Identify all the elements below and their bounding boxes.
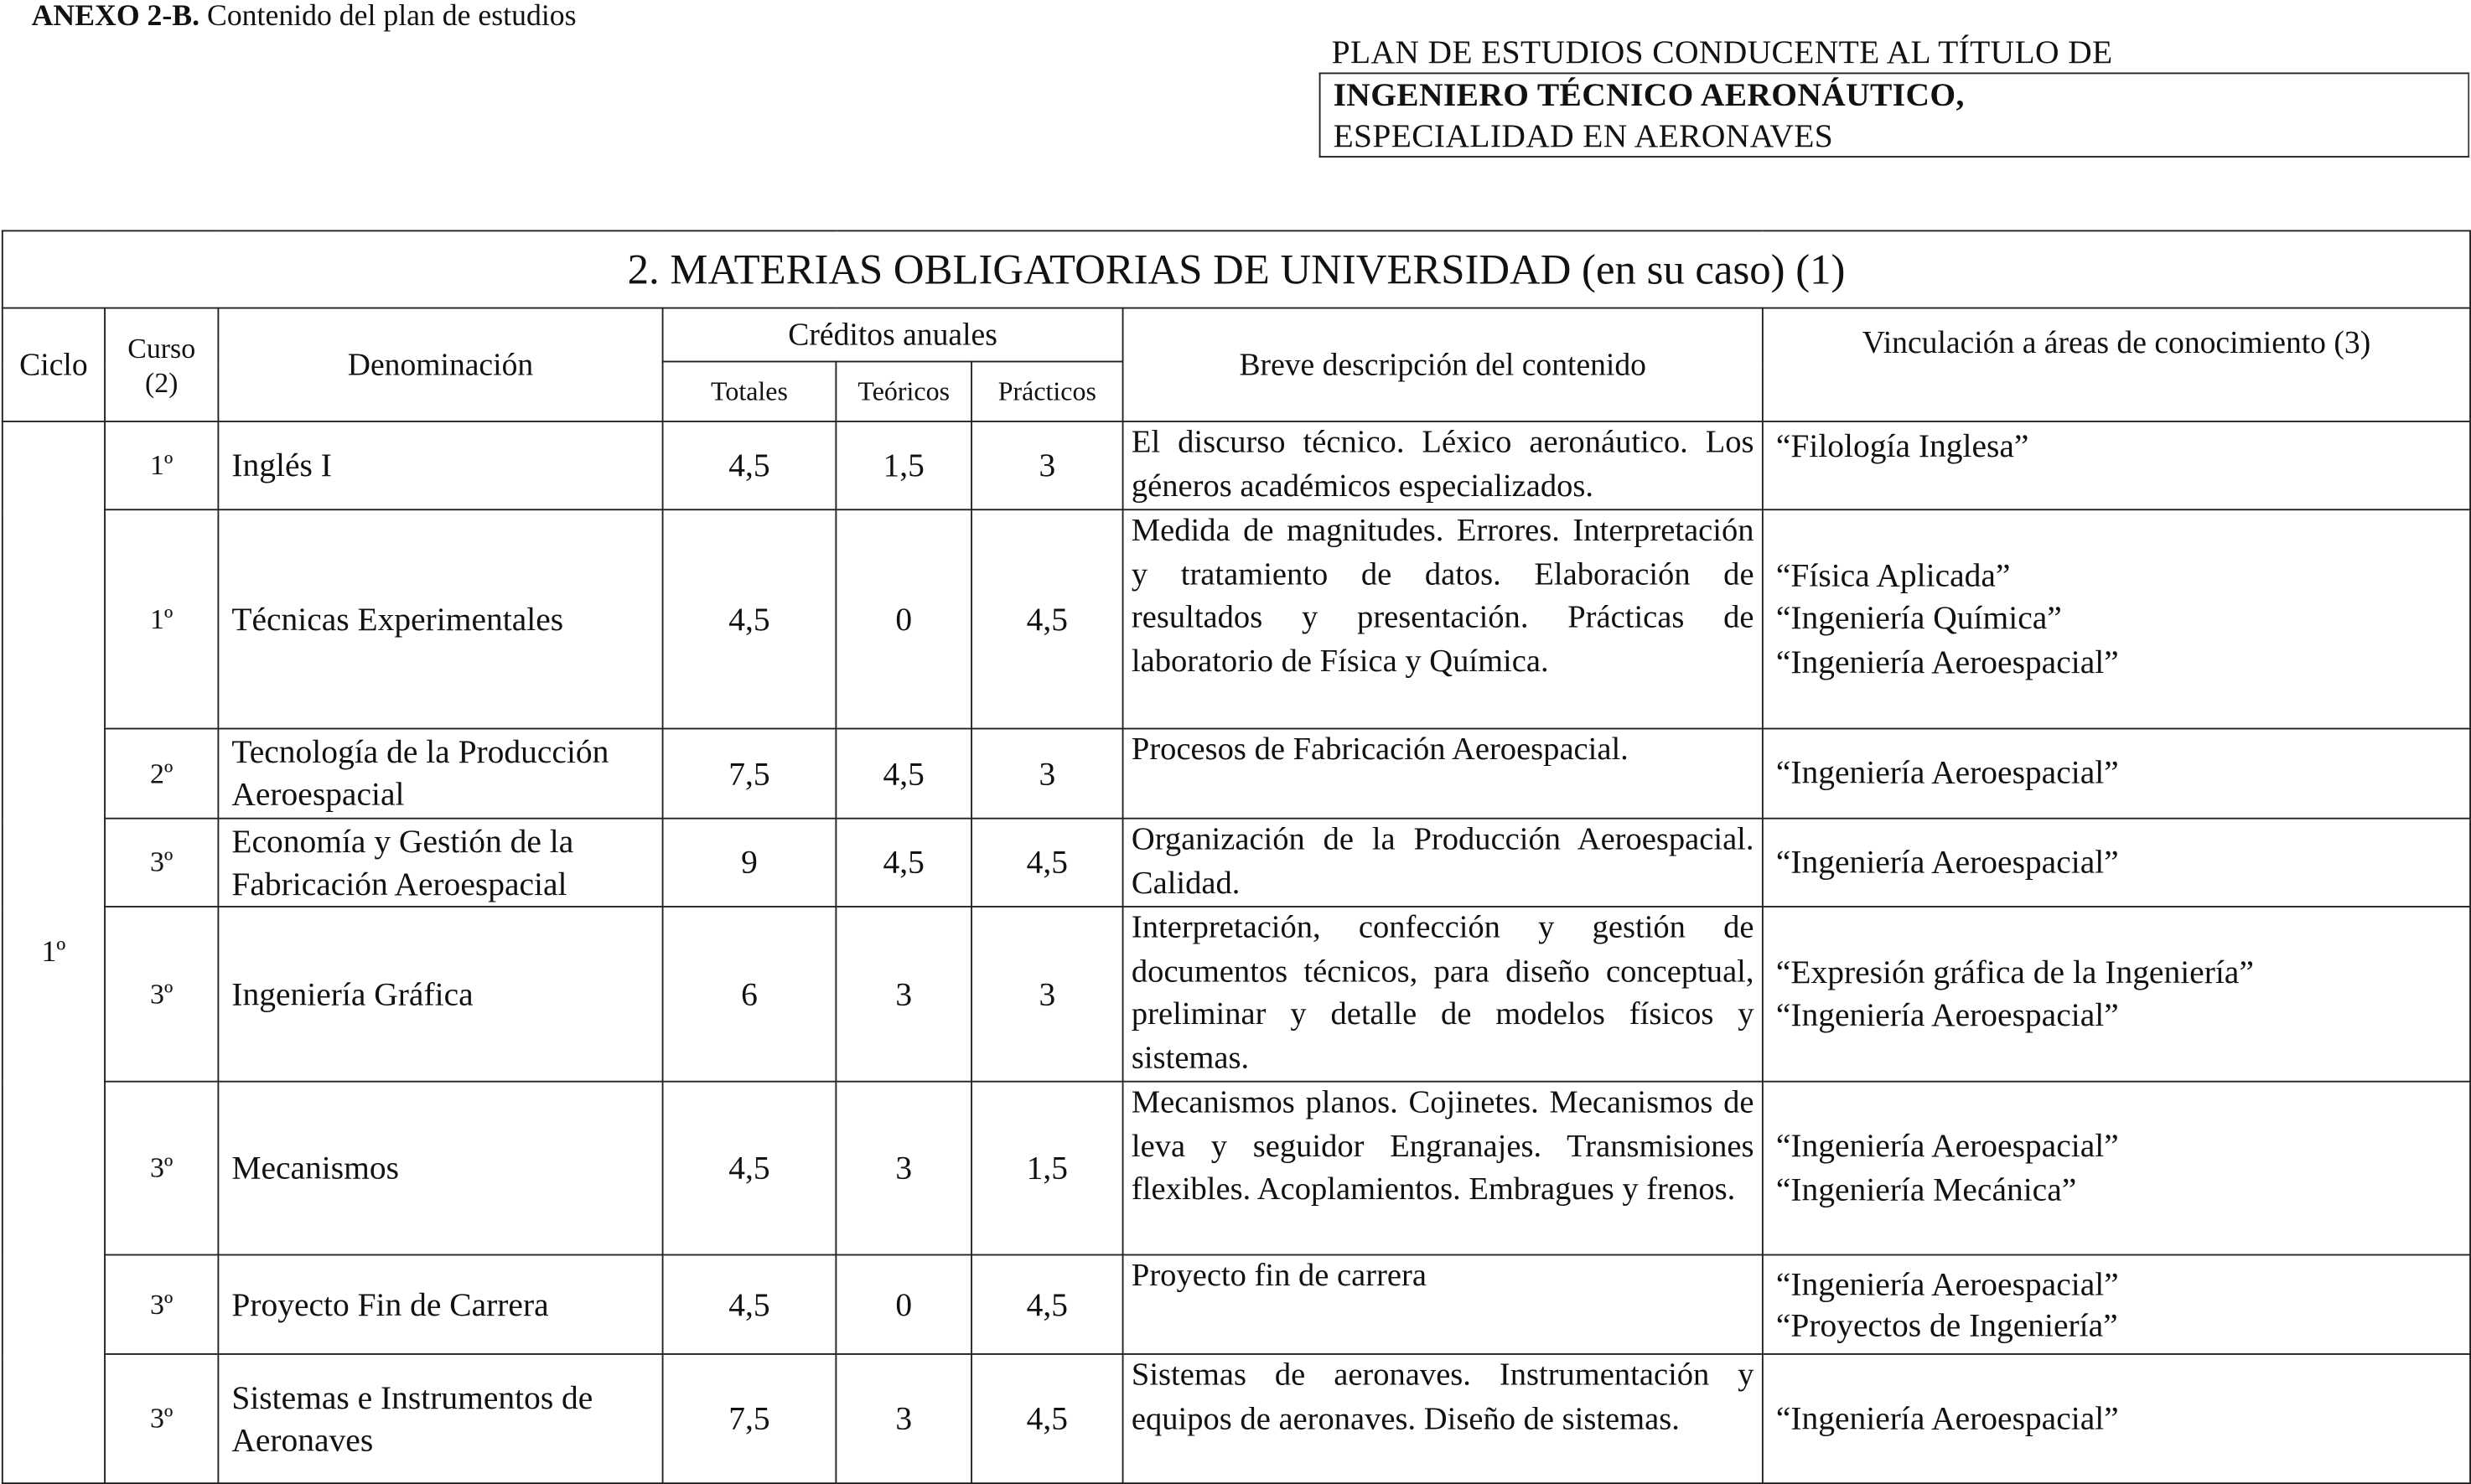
- credits-total: 4,5: [663, 1254, 837, 1353]
- header-creditos: Créditos anuales: [663, 308, 1123, 362]
- subject-name: Técnicas Experimentales: [218, 509, 662, 728]
- knowledge-area: “Ingeniería Mecánica”: [1775, 1169, 2077, 1208]
- table-title: [3, 230, 2470, 308]
- subject-description: Interpretación, confección y gestión de documentos técnicos, para diseño conceptual, preliminar y detalle de modelos físicos y sistemas.: [1123, 907, 1763, 1082]
- table-row: [3, 1354, 2470, 1483]
- table-title-rest: (en su caso) (1): [1582, 245, 1846, 292]
- knowledge-area: “Física Aplicada”: [1775, 556, 2011, 594]
- credits-total: 7,5: [663, 729, 837, 819]
- credits-theory: 0: [836, 509, 971, 728]
- table-row: [3, 421, 2470, 509]
- knowledge-area: “Expresión gráfica de la Ingeniería”: [1775, 952, 2254, 990]
- table-row: [3, 907, 2470, 1082]
- subjects-table: [2, 230, 2471, 1484]
- credits-theory: 1,5: [836, 421, 971, 509]
- plan-line-2: INGENIERO TÉCNICO AERONÁUTICO,: [1333, 75, 1965, 114]
- header-row-1: [3, 308, 2470, 362]
- header-ciclo: Ciclo: [3, 308, 105, 421]
- credits-theory: 4,5: [836, 819, 971, 907]
- header-descripcion: Breve descripción del contenido: [1123, 308, 1763, 421]
- credits-total: 4,5: [663, 421, 837, 509]
- annex-heading: [32, 0, 577, 34]
- header-teoricos: Teóricos: [836, 361, 971, 421]
- curso-cell: 3º: [105, 1354, 218, 1483]
- knowledge-areas: [1763, 1254, 2470, 1353]
- credits-practice: 3: [971, 907, 1122, 1082]
- knowledge-area: “Proyectos de Ingeniería”: [1775, 1306, 2118, 1344]
- subject-name: Sistemas e Instrumentos de Aeronaves: [218, 1354, 662, 1483]
- plan-line-3: ESPECIALIDAD EN AERONAVES: [1333, 116, 1834, 155]
- header-practicos: Prácticos: [971, 361, 1122, 421]
- table-title-bold: 2. MATERIAS OBLIGATORIAS DE UNIVERSIDAD: [627, 245, 1572, 292]
- header-vinculacion: Vinculación a áreas de conocimiento (3): [1763, 308, 2470, 421]
- subject-description: Mecanismos planos. Cojinetes. Mecanismos de leva y seguidor Engranajes. Transmisiones flexibles. Acoplamientos. Embragues y frenos.: [1123, 1082, 1763, 1255]
- credits-theory: 3: [836, 1082, 971, 1255]
- credits-practice: 4,5: [971, 1354, 1122, 1483]
- knowledge-areas: [1763, 1354, 2470, 1483]
- credits-total: 4,5: [663, 1082, 837, 1255]
- curso-cell: 3º: [105, 907, 218, 1082]
- annex-label: ANEXO 2-B.: [31, 0, 200, 34]
- knowledge-areas: [1763, 509, 2470, 728]
- plan-title-box: [1319, 72, 2469, 158]
- subject-description: Proyecto fin de carrera: [1123, 1254, 1763, 1353]
- header-totales: Totales: [663, 361, 837, 421]
- credits-total: 9: [663, 819, 837, 907]
- table-title-row: [3, 230, 2470, 308]
- subject-name: Ingeniería Gráfica: [218, 907, 662, 1082]
- plan-line-1: PLAN DE ESTUDIOS CONDUCENTE AL TÍTULO DE: [1331, 33, 2113, 71]
- header-curso-note: (2): [144, 366, 179, 398]
- subject-description: El discurso técnico. Léxico aeronáutico. Los géneros académicos especializados.: [1123, 421, 1763, 509]
- knowledge-area: “Ingeniería Aeroespacial”: [1775, 995, 2119, 1034]
- credits-practice: 4,5: [971, 819, 1122, 907]
- credits-total: 6: [663, 907, 837, 1082]
- plan-title-block: [1319, 32, 2469, 158]
- credits-theory: 4,5: [836, 729, 971, 819]
- credits-theory: 3: [836, 1354, 971, 1483]
- knowledge-area: “Ingeniería Aeroespacial”: [1775, 642, 2119, 680]
- knowledge-areas: [1763, 819, 2470, 907]
- knowledge-area: “Ingeniería Aeroespacial”: [1775, 753, 2119, 792]
- credits-practice: 3: [971, 421, 1122, 509]
- knowledge-area: “Ingeniería Aeroespacial”: [1775, 1264, 2119, 1303]
- subject-description: Sistemas de aeronaves. Instrumentación y equipos de aeronaves. Diseño de sistemas.: [1123, 1354, 1763, 1483]
- credits-practice: 4,5: [971, 509, 1122, 728]
- knowledge-area: “Ingeniería Aeroespacial”: [1775, 1126, 2119, 1165]
- curso-cell: 3º: [105, 819, 218, 907]
- header-curso: [105, 308, 218, 421]
- table-row: [3, 819, 2470, 907]
- credits-total: 7,5: [663, 1354, 837, 1483]
- credits-theory: 3: [836, 907, 971, 1082]
- knowledge-area: “Ingeniería Aeroespacial”: [1775, 1399, 2119, 1437]
- subject-name: Tecnología de la Producción Aeroespacial: [218, 729, 662, 819]
- knowledge-areas: [1763, 1082, 2470, 1255]
- credits-theory: 0: [836, 1254, 971, 1353]
- subject-name: Economía y Gestión de la Fabricación Aeroespacial: [218, 819, 662, 907]
- subject-description: Procesos de Fabricación Aeroespacial.: [1123, 729, 1763, 819]
- table-row: [3, 509, 2470, 728]
- table-row: [3, 729, 2470, 819]
- header-curso-label: Curso: [127, 331, 196, 364]
- subject-name: Mecanismos: [218, 1082, 662, 1255]
- curso-cell: 1º: [105, 421, 218, 509]
- subject-name: Inglés I: [218, 421, 662, 509]
- credits-practice: 3: [971, 729, 1122, 819]
- table-row: [3, 1082, 2470, 1255]
- knowledge-area: “Ingeniería Aeroespacial”: [1775, 842, 2119, 881]
- subject-description: Organización de la Producción Aeroespacial. Calidad.: [1123, 819, 1763, 907]
- knowledge-areas: [1763, 729, 2470, 819]
- credits-total: 4,5: [663, 509, 837, 728]
- ciclo-cell: 1º: [3, 421, 105, 1483]
- curso-cell: 3º: [105, 1082, 218, 1255]
- knowledge-area: “Filología Inglesa”: [1775, 427, 2029, 465]
- curso-cell: 1º: [105, 509, 218, 728]
- credits-practice: 4,5: [971, 1254, 1122, 1353]
- knowledge-area: “Ingeniería Química”: [1775, 598, 2062, 638]
- credits-practice: 1,5: [971, 1082, 1122, 1255]
- curso-cell: 2º: [105, 729, 218, 819]
- subject-name: Proyecto Fin de Carrera: [218, 1254, 662, 1353]
- knowledge-areas: [1763, 421, 2470, 509]
- subject-description: Medida de magnitudes. Errores. Interpretación y tratamiento de datos. Elaboración de resultados y presentación. Prácticas de laboratorio de Física y Química.: [1123, 509, 1763, 728]
- knowledge-areas: [1763, 907, 2470, 1082]
- curso-cell: 3º: [105, 1254, 218, 1353]
- annex-text: Contenido del plan de estudios: [206, 0, 577, 34]
- table-row: [3, 1254, 2470, 1353]
- header-denominacion: Denominación: [218, 308, 662, 421]
